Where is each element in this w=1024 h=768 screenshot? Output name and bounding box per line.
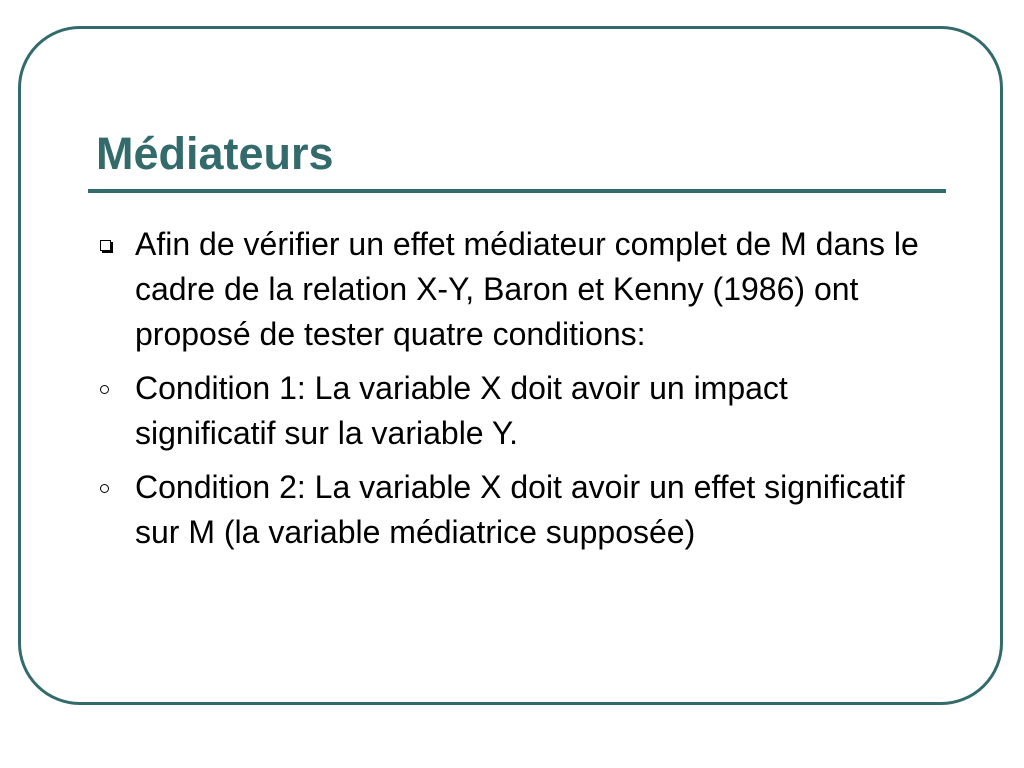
square-bullet-icon [100, 240, 111, 251]
bullet-text: Condition 1: La variable X doit avoir un impact significatif sur la variable Y. [135, 370, 788, 451]
bullet-list [96, 222, 936, 564]
bullet-item [96, 465, 936, 555]
bullet-text: Afin de vérifier un effet médiateur complet de M dans le cadre de la relation X-Y, Baron et Kenny (1986) ont proposé de tester quatre conditions: [135, 226, 919, 352]
title-underline [88, 189, 946, 193]
slide-title: Médiateurs [96, 128, 334, 179]
circle-bullet-icon [100, 385, 109, 394]
circle-bullet-icon [100, 484, 109, 493]
bullet-item [96, 222, 936, 357]
bullet-item [96, 366, 936, 456]
bullet-text: Condition 2: La variable X doit avoir un effet significatif sur M (la variable médiatrice supposée) [135, 469, 905, 550]
